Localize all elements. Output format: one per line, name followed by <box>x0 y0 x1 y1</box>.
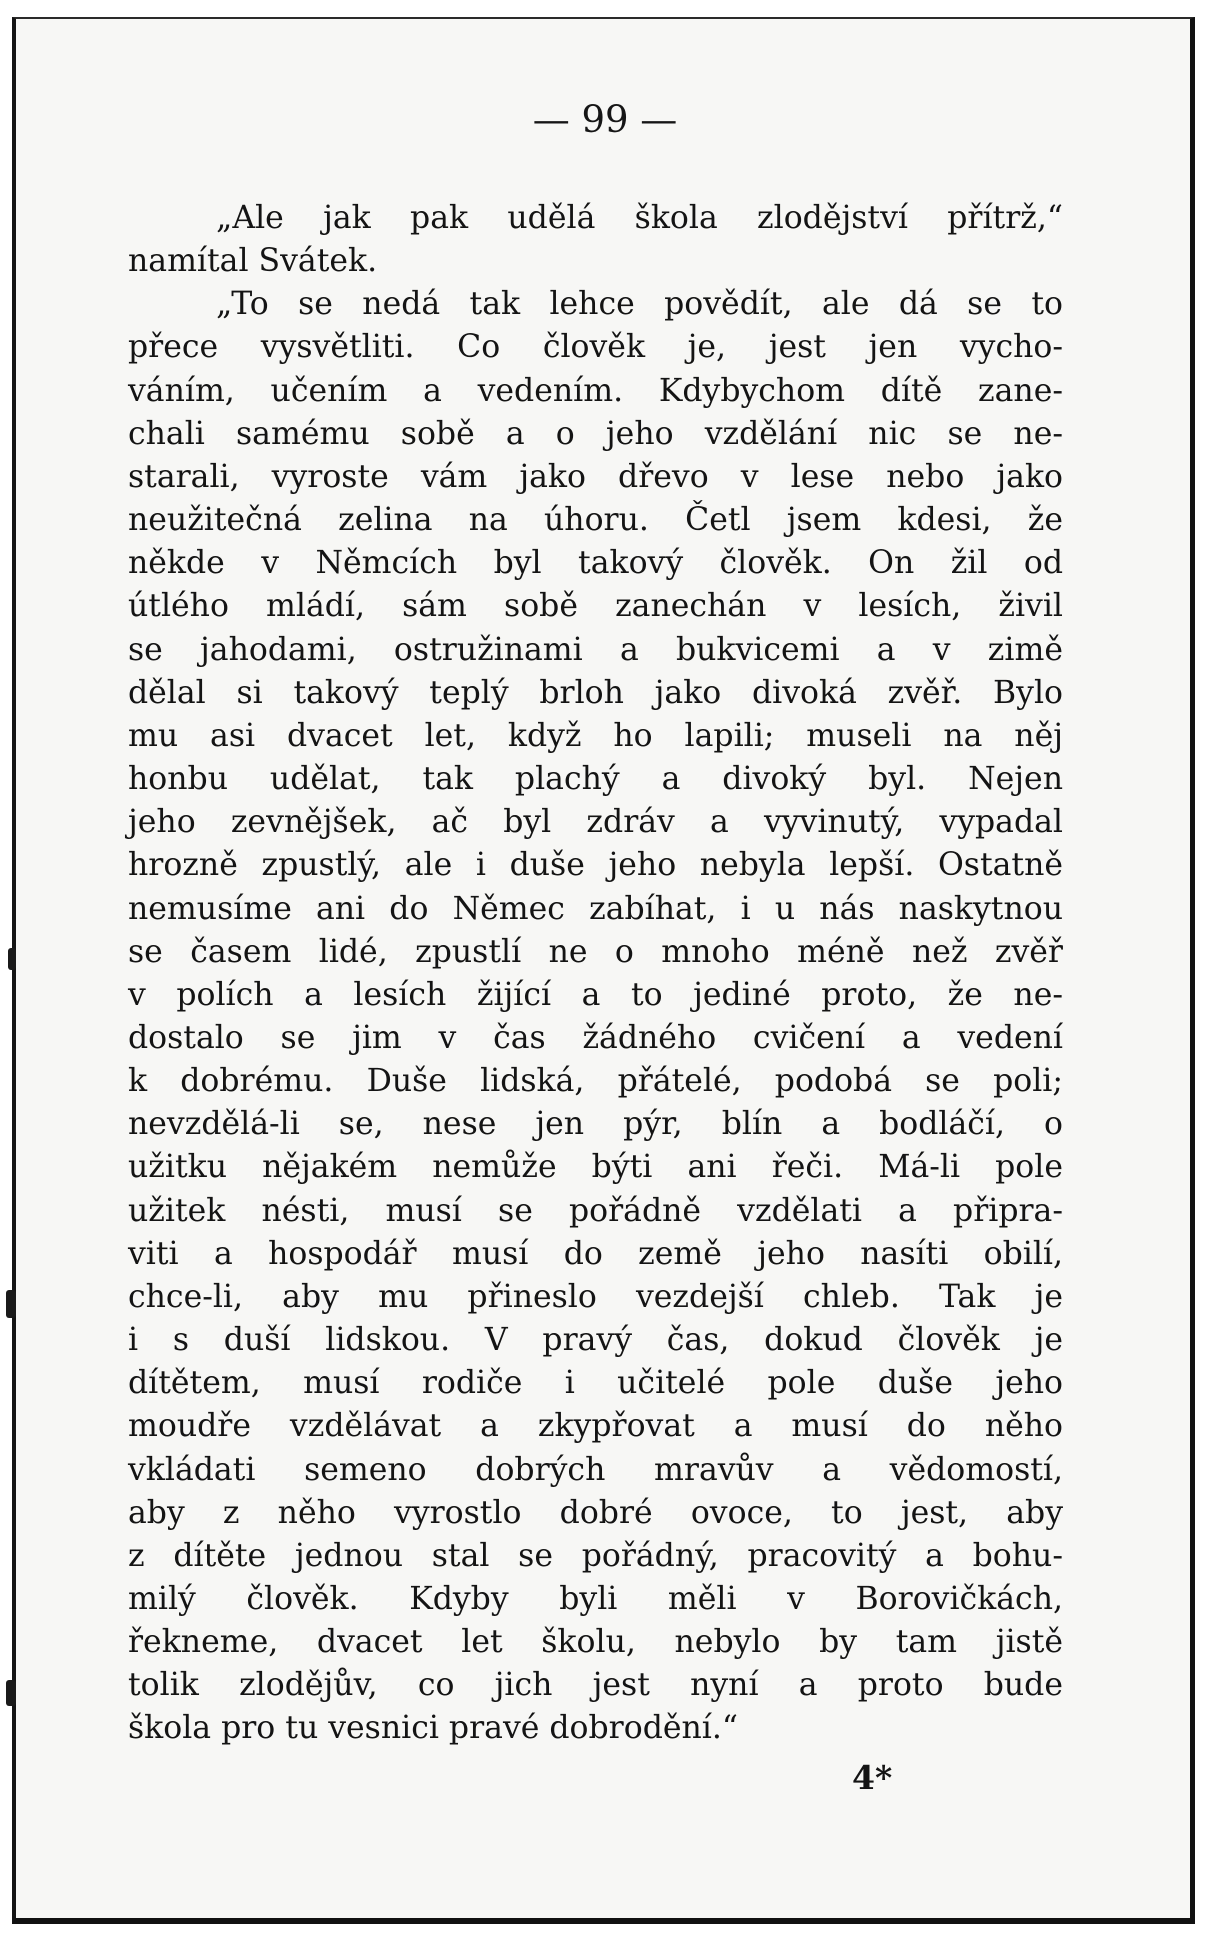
text-line: se časem lidé, zpustlí ne o mnoho méně než zvěř <box>128 933 1063 970</box>
text-line: chali samému sobě a o jeho vzdělání nic se ne- <box>128 415 1063 452</box>
text-line: tolik zlodějův, co jich jest nyní a proto bude <box>128 1667 1063 1704</box>
text-line: užitku nějakém nemůže býti ani řeči. Má-li pole <box>128 1149 1063 1186</box>
text-line: nevzdělá-li se, nese jen pýr, blín a bodláčí, o <box>128 1106 1063 1143</box>
text-line: přece vysvětliti. Co člověk je, jest jen vycho- <box>128 329 1063 366</box>
page-number: — 99 — <box>532 98 678 141</box>
text-line: „To se nedá tak lehce povědít, ale dá se to <box>216 286 1063 323</box>
text-line: z dítěte jednou stal se pořádný, pracovitý a bohu- <box>128 1537 1063 1574</box>
text-line: chce-li, aby mu přineslo vezdejší chleb. Tak je <box>128 1278 1063 1315</box>
text-line: útlého mládí, sám sobě zanechán v lesích, živil <box>128 588 1063 625</box>
text-line: nemusíme ani do Němec zabíhat, i u nás naskytnou <box>128 890 1063 927</box>
text-line: hrozně zpustlý, ale i duše jeho nebyla lepší. Ostatně <box>128 847 1063 884</box>
binding-mark-middle <box>6 1290 16 1318</box>
text-line: vkládati semeno dobrých mravův a vědomostí, <box>128 1451 1063 1488</box>
text-line: k dobrému. Duše lidská, přátelé, podobá se poli; <box>128 1063 1063 1100</box>
text-line: řekneme, dvacet let školu, nebylo by tam jistě <box>128 1624 1063 1661</box>
text-line: dělal si takový teplý brloh jako divoká zvěř. Bylo <box>128 674 1063 711</box>
text-line: někde v Němcích byl takový člověk. On žil od <box>128 545 1063 582</box>
text-line: moudře vzdělávat a zkypřovat a musí do něho <box>128 1408 1063 1445</box>
text-line: viti a hospodář musí do země jeho nasíti obilí, <box>128 1235 1063 1272</box>
text-line: „Ale jak pak udělá škola zlodějství přítrž,“ <box>216 200 1063 236</box>
text-line: i s duší lidskou. V pravý čas, dokud člověk je <box>128 1322 1063 1359</box>
binding-mark-top <box>8 948 16 970</box>
text-line: se jahodami, ostružinami a bukvicemi a v zimě <box>128 631 1063 668</box>
text-line: dostalo se jim v čas žádného cvičení a vedení <box>128 1019 1063 1056</box>
text-line: aby z něho vyrostlo dobré ovoce, to jest, aby <box>128 1494 1063 1531</box>
text-line: škola pro tu vesnici pravé dobrodění.“ <box>128 1710 738 1747</box>
text-line: milý člověk. Kdyby byli měli v Borovičkách, <box>128 1581 1063 1617</box>
text-line: dítětem, musí rodiče i učitelé pole duše jeho <box>128 1365 1063 1402</box>
text-line: v polích a lesích žijící a to jediné proto, že ne- <box>128 976 1063 1013</box>
text-line: užitek nésti, musí se pořádně vzdělati a připra- <box>128 1192 1063 1229</box>
text-line: váním, učením a vedením. Kdybychom dítě zane- <box>128 372 1063 409</box>
text-line: mu asi dvacet let, když ho lapili; museli na něj <box>128 717 1063 754</box>
text-line: neužitečná zelina na úhoru. Četl jsem kdesi, že <box>128 502 1063 539</box>
text-line: honbu udělat, tak plachý a divoký byl. Nejen <box>128 761 1063 798</box>
text-line: jeho zevnějšek, ač byl zdráv a vyvinutý, vypadal <box>128 804 1063 841</box>
printer-signature-mark: 4* <box>852 1758 893 1797</box>
text-line: starali, vyroste vám jako dřevo v lese nebo jako <box>128 458 1063 495</box>
text-line: namítal Svátek. <box>128 243 378 280</box>
body-text <box>128 197 1063 1751</box>
binding-mark-bottom <box>6 1680 16 1706</box>
